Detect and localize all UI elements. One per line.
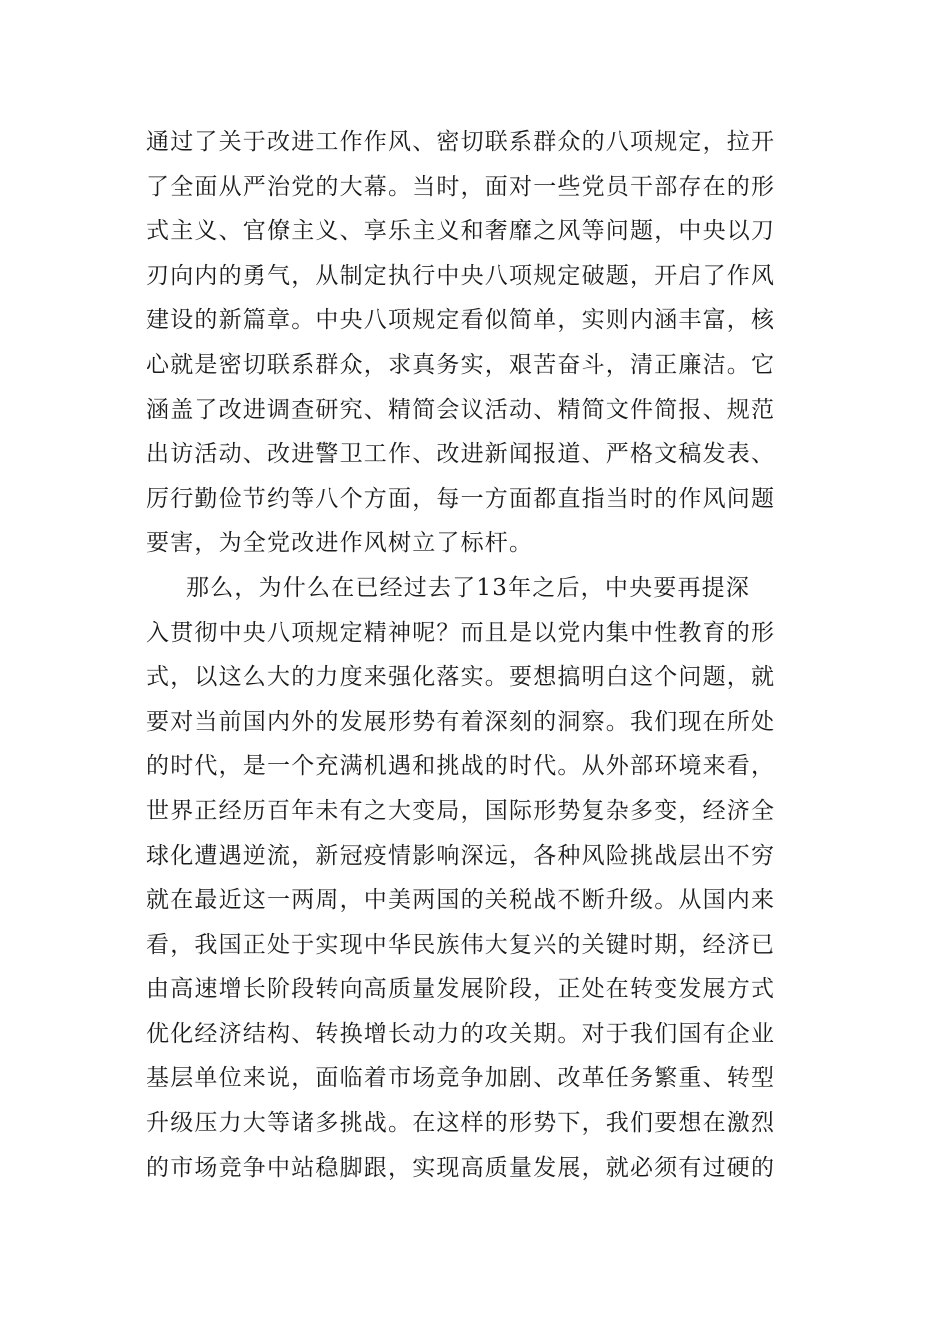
text-line: 建设的新篇章。中央八项规定看似简单，实则内涵丰富，核 — [146, 307, 776, 334]
text-line: 的时代，是一个充满机遇和挑战的时代。从外部环境来看， — [146, 753, 776, 780]
paragraph-start-line: 那么，为什么在已经过去了13年之后，中央要再提深 — [186, 574, 751, 601]
text-line: 刃向内的勇气，从制定执行中央八项规定破题，开启了作风 — [146, 262, 776, 289]
text-line: 式主义、官僚主义、享乐主义和奢靡之风等问题，中央以刀 — [146, 218, 776, 245]
text-line: 要害，为全党改进作风树立了标杆。 — [146, 530, 534, 557]
text-line: 心就是密切联系群众，求真务实，艰苦奋斗，清正廉洁。它 — [146, 351, 776, 378]
text-line: 的市场竞争中站稳脚跟，实现高质量发展，就必须有过硬的 — [146, 1154, 776, 1181]
text-line: 厉行勤俭节约等八个方面，每一方面都直指当时的作风问题 — [146, 485, 776, 512]
text-line: 涵盖了改进调查研究、精简会议活动、精简文件简报、规范 — [146, 396, 776, 423]
text-line: 要对当前国内外的发展形势有着深刻的洞察。我们现在所处 — [146, 708, 776, 735]
text-line: 看，我国正处于实现中华民族伟大复兴的关键时期，经济已 — [146, 931, 776, 958]
text-line: 由高速增长阶段转向高质量发展阶段，正处在转变发展方式 — [146, 976, 776, 1003]
text-line: 升级压力大等诸多挑战。在这样的形势下，我们要想在激烈 — [146, 1110, 776, 1137]
text-line: 了全面从严治党的大幕。当时，面对一些党员干部存在的形 — [146, 173, 776, 200]
text-line: 优化经济结构、转换增长动力的攻关期。对于我们国有企业 — [146, 1020, 776, 1047]
text-line: 入贯彻中央八项规定精神呢？而且是以党内集中性教育的形 — [146, 619, 776, 646]
text-line: 出访活动、改进警卫工作、改进新闻报道、严格文稿发表、 — [146, 441, 776, 468]
text-line: 通过了关于改进工作作风、密切联系群众的八项规定，拉开 — [146, 129, 776, 155]
text-line: 基层单位来说，面临着市场竞争加剧、改革任务繁重、转型 — [146, 1065, 776, 1092]
text-line: 就在最近这一两周，中美两国的关税战不断升级。从国内来 — [146, 887, 776, 914]
text-line: 世界正经历百年未有之大变局，国际形势复杂多变，经济全 — [146, 797, 776, 824]
body-text — [146, 120, 808, 1190]
text-line: 球化遭遇逆流，新冠疫情影响深远，各种风险挑战层出不穷 — [146, 842, 776, 869]
text-line: 式，以这么大的力度来强化落实。要想搞明白这个问题，就 — [146, 664, 776, 691]
